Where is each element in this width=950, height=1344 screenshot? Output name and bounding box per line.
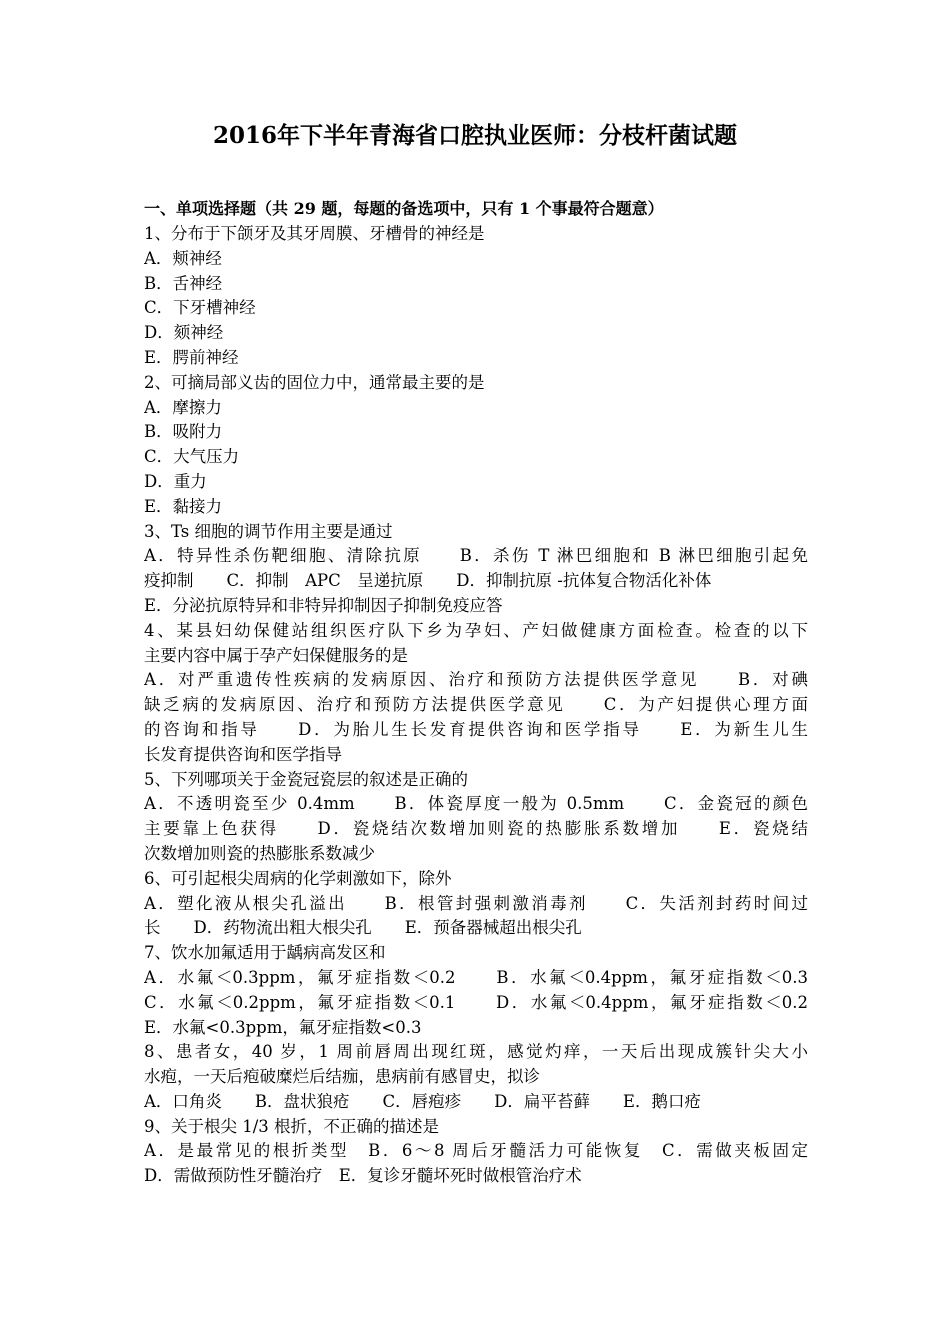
text-line: 1、分布于下颌牙及其牙周膜、牙槽骨的神经是 bbox=[144, 224, 485, 243]
text-line: 5、下列哪项关于金瓷冠瓷层的叙述是正确的 bbox=[144, 769, 468, 789]
text-line: 的咨询和指导 D．为胎儿生长发育提供咨询和医学指导 E．为新生儿生 bbox=[144, 719, 808, 739]
text-line: A．颊神经 bbox=[144, 248, 222, 268]
text-line: 次数增加则瓷的热膨胀系数减少 bbox=[144, 843, 375, 863]
text-line: A．口角炎 B．盘状狼疮 C．唇疱疹 D．扁平苔藓 E．鹅口疮 bbox=[144, 1091, 701, 1111]
text-line: D．需做预防性牙髓治疗 E．复诊牙髓坏死时做根管治疗术 bbox=[144, 1166, 582, 1186]
text-line: 长发育提供咨询和医学指导 bbox=[144, 744, 342, 764]
text-line: A．是最常见的根折类型 B．6～8 周后牙髓活力可能恢复 C．需做夹板固定 bbox=[144, 1141, 808, 1161]
text-line: 主要靠上色获得 D．瓷烧结次数增加则瓷的热膨胀系数增加 E．瓷烧结 bbox=[144, 819, 808, 839]
text-line: E．分泌抗原特异和非特异抑制因子抑制免疫应答 bbox=[144, 595, 503, 615]
text-line: 缺乏病的发病原因、治疗和预防方法提供医学意见 C．为产妇提供心理方面 bbox=[144, 695, 808, 715]
text-line: 2、可摘局部义齿的固位力中，通常最主要的是 bbox=[144, 372, 485, 392]
document-title: 2016年下半年青海省口腔执业医师：分枝杆菌试题 bbox=[212, 122, 737, 149]
text-line: D．重力 bbox=[144, 471, 207, 491]
text-line: E．腭前神经 bbox=[144, 347, 239, 367]
text-line: A．不透明瓷至少 0.4mm B．体瓷厚度一般为 0.5mm C．金瓷冠的颜色 bbox=[144, 794, 808, 814]
text-line: 水疱，一天后疱破糜烂后结痂，患病前有感冒史，拟诊 bbox=[144, 1067, 540, 1087]
text-line: 9、关于根尖 1/3 根折，不正确的描述是 bbox=[144, 1116, 440, 1136]
text-line: 8、患者女，40 岁，1 周前唇周出现红斑，感觉灼痒，一天后出现成簇针尖大小 bbox=[144, 1042, 808, 1062]
text-line: 6、可引起根尖周病的化学刺激如下，除外 bbox=[144, 868, 452, 888]
text-line: A．对严重遗传性疾病的发病原因、治疗和预防方法提供医学意见 B．对碘 bbox=[144, 670, 808, 690]
text-line: 7、饮水加氟适用于龋病高发区和 bbox=[144, 943, 386, 963]
text-line: A．摩擦力 bbox=[144, 397, 222, 417]
question-body bbox=[144, 222, 808, 1189]
text-line: D．颏神经 bbox=[144, 323, 224, 343]
text-line: B．吸附力 bbox=[144, 422, 223, 442]
text-line: 疫抑制 C．抑制 APC 呈递抗原 D．抑制抗原 -抗体复合物活化补体 bbox=[144, 571, 712, 591]
text-line: 主要内容中属于孕产妇保健服务的是 bbox=[144, 645, 408, 665]
text-line: 4、某县妇幼保健站组织医疗队下乡为孕妇、产妇做健康方面检查。检查的以下 bbox=[144, 620, 808, 640]
text-line: B．舌神经 bbox=[144, 273, 223, 293]
text-line: 长 D．药物流出粗大根尖孔 E．预备器械超出根尖孔 bbox=[144, 918, 582, 938]
text-line: C．水氟＜0.2ppm，氟牙症指数＜0.1 D．水氟＜0.4ppm，氟牙症指数＜0.2 bbox=[144, 992, 808, 1012]
text-line: A．水氟＜0.3ppm，氟牙症指数＜0.2 B．水氟＜0.4ppm，氟牙症指数＜0.3 bbox=[144, 967, 808, 987]
section-heading: 一、单项选择题（共 29 题，每题的备选项中，只有 1 个事最符合题意） bbox=[144, 199, 664, 218]
text-line: A．塑化液从根尖孔溢出 B．根管封强刺激消毒剂 C．失活剂封药时间过 bbox=[144, 893, 808, 913]
text-line: C．下牙槽神经 bbox=[144, 298, 256, 318]
text-line: A．特异性杀伤靶细胞、清除抗原 B．杀伤 T 淋巴细胞和 B 淋巴细胞引起免 bbox=[144, 546, 808, 566]
text-line: 3、Ts 细胞的调节作用主要是通过 bbox=[144, 521, 393, 541]
text-line: C．大气压力 bbox=[144, 447, 240, 467]
text-line: E．黏接力 bbox=[144, 496, 223, 516]
text-line: E．水氟<0.3ppm，氟牙症指数<0.3 bbox=[144, 1017, 422, 1037]
